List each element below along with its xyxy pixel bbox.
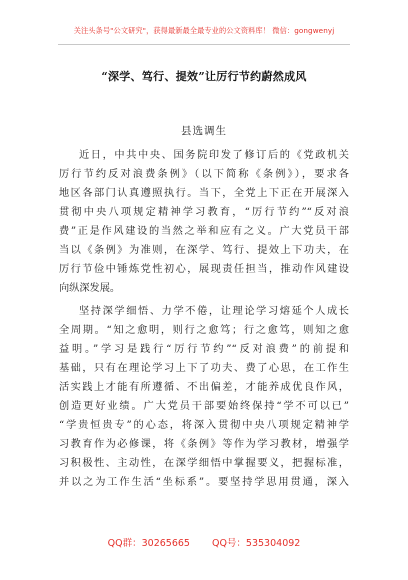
body-line: “学贵恒贵专”的心态，将深入贯彻中央八项规定精神学: [59, 420, 349, 431]
body-line: 习教育作为必修课，将《条例》等作为学习教材，增强学: [59, 439, 349, 450]
body-line: 益明。”学习是践行“厉行节约”“反对浪费”的前提和: [59, 344, 349, 355]
body-line: 厉行节俭中锤炼党性初心，展现责任担当，推动作风建设: [59, 264, 349, 275]
body-line: 近日，中共中央、国务院印发了修订后的《党政机关: [79, 150, 349, 161]
body-line: 当以《条例》为准则，在深学、笃行、提效上下功夫，在: [59, 245, 349, 256]
body-line: 厉行节约反对浪费条例》（以下简称《条例》），要求各: [59, 169, 349, 180]
qq-number-label: QQ号：535304092: [211, 538, 301, 549]
body-line: 费”正是作风建设的当然之举和应有之义。广大党员干部: [59, 226, 349, 237]
body-line: 并以之为工作生活“坐标系”。要坚持学思用贯通，深入: [59, 477, 349, 488]
footer-contact: [0, 535, 408, 549]
body-line: 创造更好业绩。广大党员干部要始终保持“学不可以已”: [59, 401, 349, 412]
body-line: 贯彻中央八项规定精神学习教育，“厉行节约”“反对浪: [59, 207, 349, 218]
document-author: 县选调生: [181, 125, 227, 137]
document-title: “深学、笃行、提效”让厉行节约蔚然成风: [101, 70, 307, 83]
body-line: 地区各部门认真遵照执行。当下，全党上下正在开展深入: [59, 188, 349, 199]
promo-banner: 关注头条号"公文研究"，获得最新最全最专业的公文资料库！ 微信：gongwenyj: [73, 26, 335, 35]
body-line: 全周期。“知之愈明，则行之愈笃；行之愈笃，则知之愈: [59, 325, 349, 336]
body-line: 活实践上才能有所遵循、不出偏差，才能养成优良作风，: [59, 382, 349, 393]
body-line: 向纵深发展。: [59, 283, 121, 294]
body-line: 基础，只有在理论学习上下了功夫、费了心思，在工作生: [59, 363, 349, 374]
body-line: 习积极性、主动性，在深学细悟中掌握要义，把握标准，: [59, 458, 349, 469]
qq-group-label: QQ群：30265665: [107, 538, 190, 549]
body-line: 坚持深学细悟、力学不倦，让理论学习熔延个人成长: [79, 306, 349, 317]
header-divider: [58, 44, 350, 45]
